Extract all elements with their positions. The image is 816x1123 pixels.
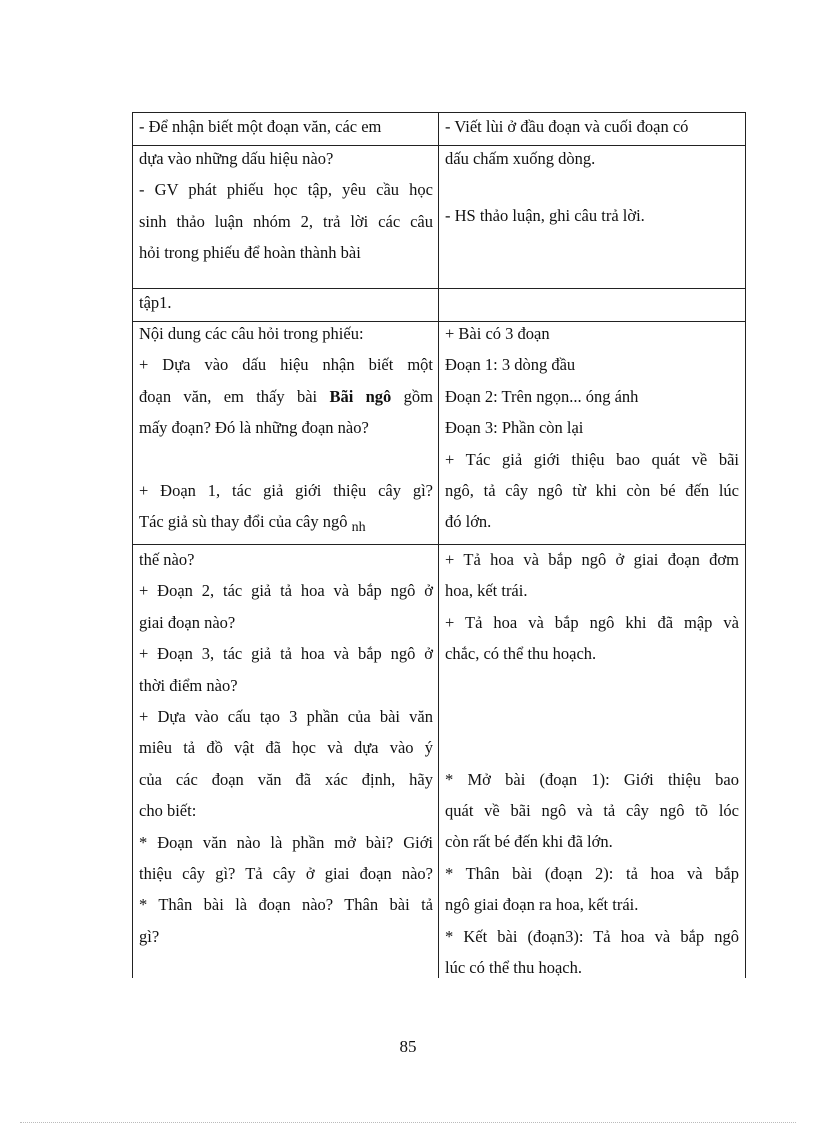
row5-right-line10: * Kết bài (đoạn3): Tả hoa và bắp ngô: [445, 926, 739, 946]
row4-left-line6-text: Tác giả sù thay đổi của cây ngô: [139, 512, 348, 532]
row4-right-line6: ngô, tả cây ngô từ khi còn bé đến lúc: [445, 481, 739, 501]
row5-left-line12: * Thân bài là đoạn nào? Thân bài tả: [139, 895, 433, 915]
row4-left-cell: [139, 318, 433, 540]
row5-left-line4: + Đoạn 3, tác giả tả hoa và bắp ngô ở: [139, 644, 433, 664]
row5-left-line9: cho biết:: [139, 801, 197, 821]
row5-left-line2: + Đoạn 2, tác giả tả hoa và bắp ngô ở: [139, 581, 433, 601]
table-border-left: [132, 112, 133, 978]
row4-right-line5: + Tác giả giới thiệu bao quát về bãi: [445, 449, 739, 469]
row4-right-line7: đó lớn.: [445, 512, 492, 532]
row4-right-cell: [445, 318, 739, 538]
row5-left-line6: + Dựa vào cấu tạo 3 phần của bài văn: [139, 707, 433, 727]
row5-right-line8: * Thân bài (đoạn 2): tả hoa và bắp: [445, 863, 739, 883]
row4-left-line3: [139, 381, 433, 412]
row4-left-line5: + Đoạn 1, tác giả giới thiệu cây gì?: [139, 481, 433, 501]
row4-left-line4: mấy đoạn? Đó là những đoạn nào?: [139, 418, 369, 438]
row4-right-line3: Đoạn 2: Trên ngọn... óng ánh: [445, 386, 639, 406]
row2-left-line2: - GV phát phiếu học tập, yêu cầu học: [139, 180, 433, 200]
row5-right-line9: ngô giai đoạn ra hoa, kết trái.: [445, 895, 639, 915]
row5-left-line10: * Đoạn văn nào là phần mở bài? Giới: [139, 832, 433, 852]
row2-left-line1: dựa vào những dấu hiệu nào?: [139, 149, 334, 168]
table-border-right: [745, 112, 746, 978]
row5-left-line13: gì?: [139, 926, 160, 946]
row5-right-line5: * Mở bài (đoạn 1): Giới thiệu bao: [445, 769, 739, 789]
row4-left-line2: + Dựa vào dấu hiệu nhận biết một: [139, 355, 433, 375]
row5-right-line11: lúc có thể thu hoạch.: [445, 958, 582, 978]
row5-right-cell: [445, 544, 739, 983]
row1-left-line1: - Để nhận biết một đoạn văn, các em: [139, 117, 382, 136]
page-number: 85: [399, 1037, 417, 1056]
row2-left-line4: hỏi trong phiếu để hoàn thành bài: [139, 243, 361, 263]
row3-left-cell: [139, 287, 433, 318]
row5-left-cell: [139, 544, 433, 952]
row5-left-line3: giai đoạn nào?: [139, 612, 236, 632]
row5-left-line7: miêu tả đồ vật đã học và dựa vào ý: [139, 738, 433, 758]
row5-right-line4: chắc, có thể thu hoạch.: [445, 644, 597, 664]
row5-left-line1: thế nào?: [139, 550, 195, 569]
row5-right-line1: + Tả hoa và bắp ngô ở giai đoạn đơm: [445, 550, 739, 569]
row1-right-cell: [445, 111, 739, 142]
row4-left-line3-text: đoạn văn, em thấy bài: [139, 386, 318, 406]
row3-left-line1: tập1.: [139, 293, 172, 312]
row5-right-line2: hoa, kết trái.: [445, 581, 528, 601]
row2-right-cell: [445, 143, 739, 232]
row5-right-line3: + Tả hoa và bắp ngô khi đã mập và: [445, 612, 739, 632]
row4-left-line1: Nội dung các câu hỏi trong phiếu:: [139, 324, 364, 343]
row2-left-cell: [139, 143, 433, 269]
poem-title: Bãi ngô: [329, 386, 392, 406]
row4-right-line2: Đoạn 1: 3 dòng đầu: [445, 355, 576, 375]
row2-right-line1: dấu chấm xuống dòng.: [445, 149, 596, 168]
row4-right-line1: + Bài có 3 đoạn: [445, 324, 550, 343]
row2-right-line2: - HS thảo luận, ghi câu trả lời.: [445, 206, 645, 226]
row4-right-line4: Đoạn 3: Phần còn lại: [445, 418, 584, 438]
table-border-middle: [438, 112, 439, 978]
row5-right-line7: còn rất bé đến khi đã lớn.: [445, 832, 613, 852]
row1-left-cell: [139, 111, 433, 142]
row5-left-line11: thiệu cây gì? Tả cây ở giai đoạn nào?: [139, 864, 433, 884]
row4-left-line6: [139, 506, 433, 539]
row1-right-line1: - Viết lùi ở đầu đoạn và cuối đoạn có: [445, 117, 689, 136]
row4-left-line6-fragment: nh: [351, 520, 366, 536]
row2-left-line3: sinh thảo luận nhóm 2, trả lời các câu: [139, 211, 433, 231]
row4-left-line3-end: gồm: [403, 386, 433, 406]
row5-left-line8: của các đoạn văn đã xác định, hãy: [139, 769, 433, 789]
row5-right-line6: quát về bãi ngô và tả cây ngô tõ lóc: [445, 801, 739, 821]
row4-left-gap: [139, 444, 433, 475]
row5-left-line5: thời điểm nào?: [139, 675, 238, 695]
